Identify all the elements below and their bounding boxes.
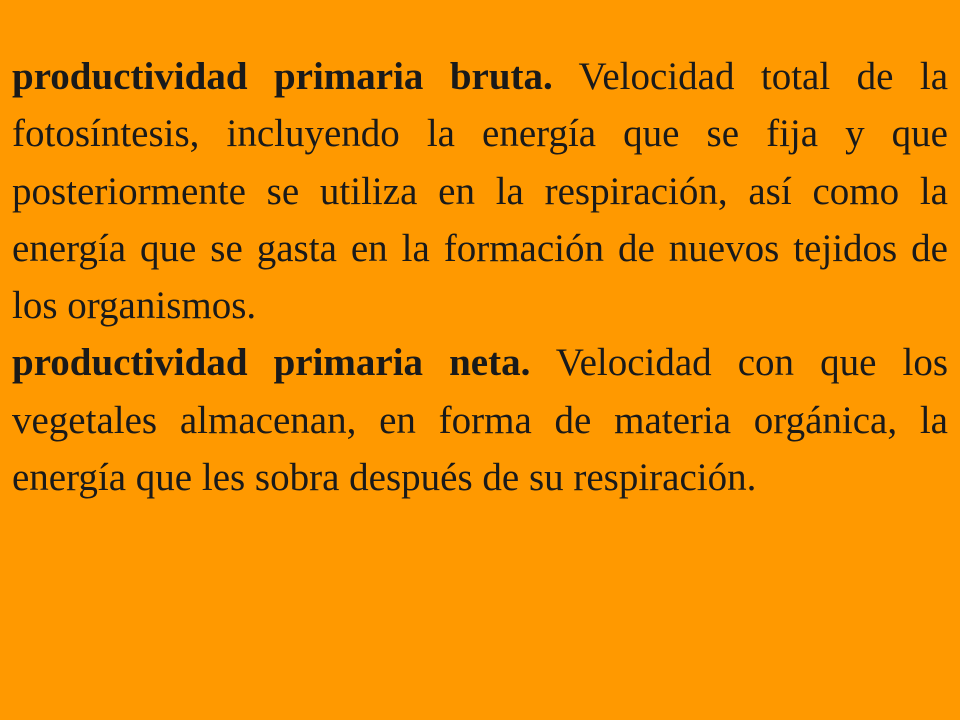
definition-net-primary-productivity xyxy=(12,334,948,506)
term-net-primary-productivity: productividad primaria neta. xyxy=(12,341,531,385)
definition-gross-primary-productivity xyxy=(12,48,948,334)
term-gross-primary-productivity: productividad primaria bruta. xyxy=(12,55,553,98)
definition-text-gross-primary-productivity: Velocidad total de la fotosíntesis, incluyendo la energía que se fija y que posteriormente se utiliza en la respiración, así como la energía que se gasta en la formación de nuevos tejidos de los organismos. xyxy=(12,55,949,328)
definition-text-net-primary-productivity: Velocidad con que los vegetales almacenan, en forma de materia orgánica, la energía que les sobra después de su respiración. xyxy=(12,341,949,500)
